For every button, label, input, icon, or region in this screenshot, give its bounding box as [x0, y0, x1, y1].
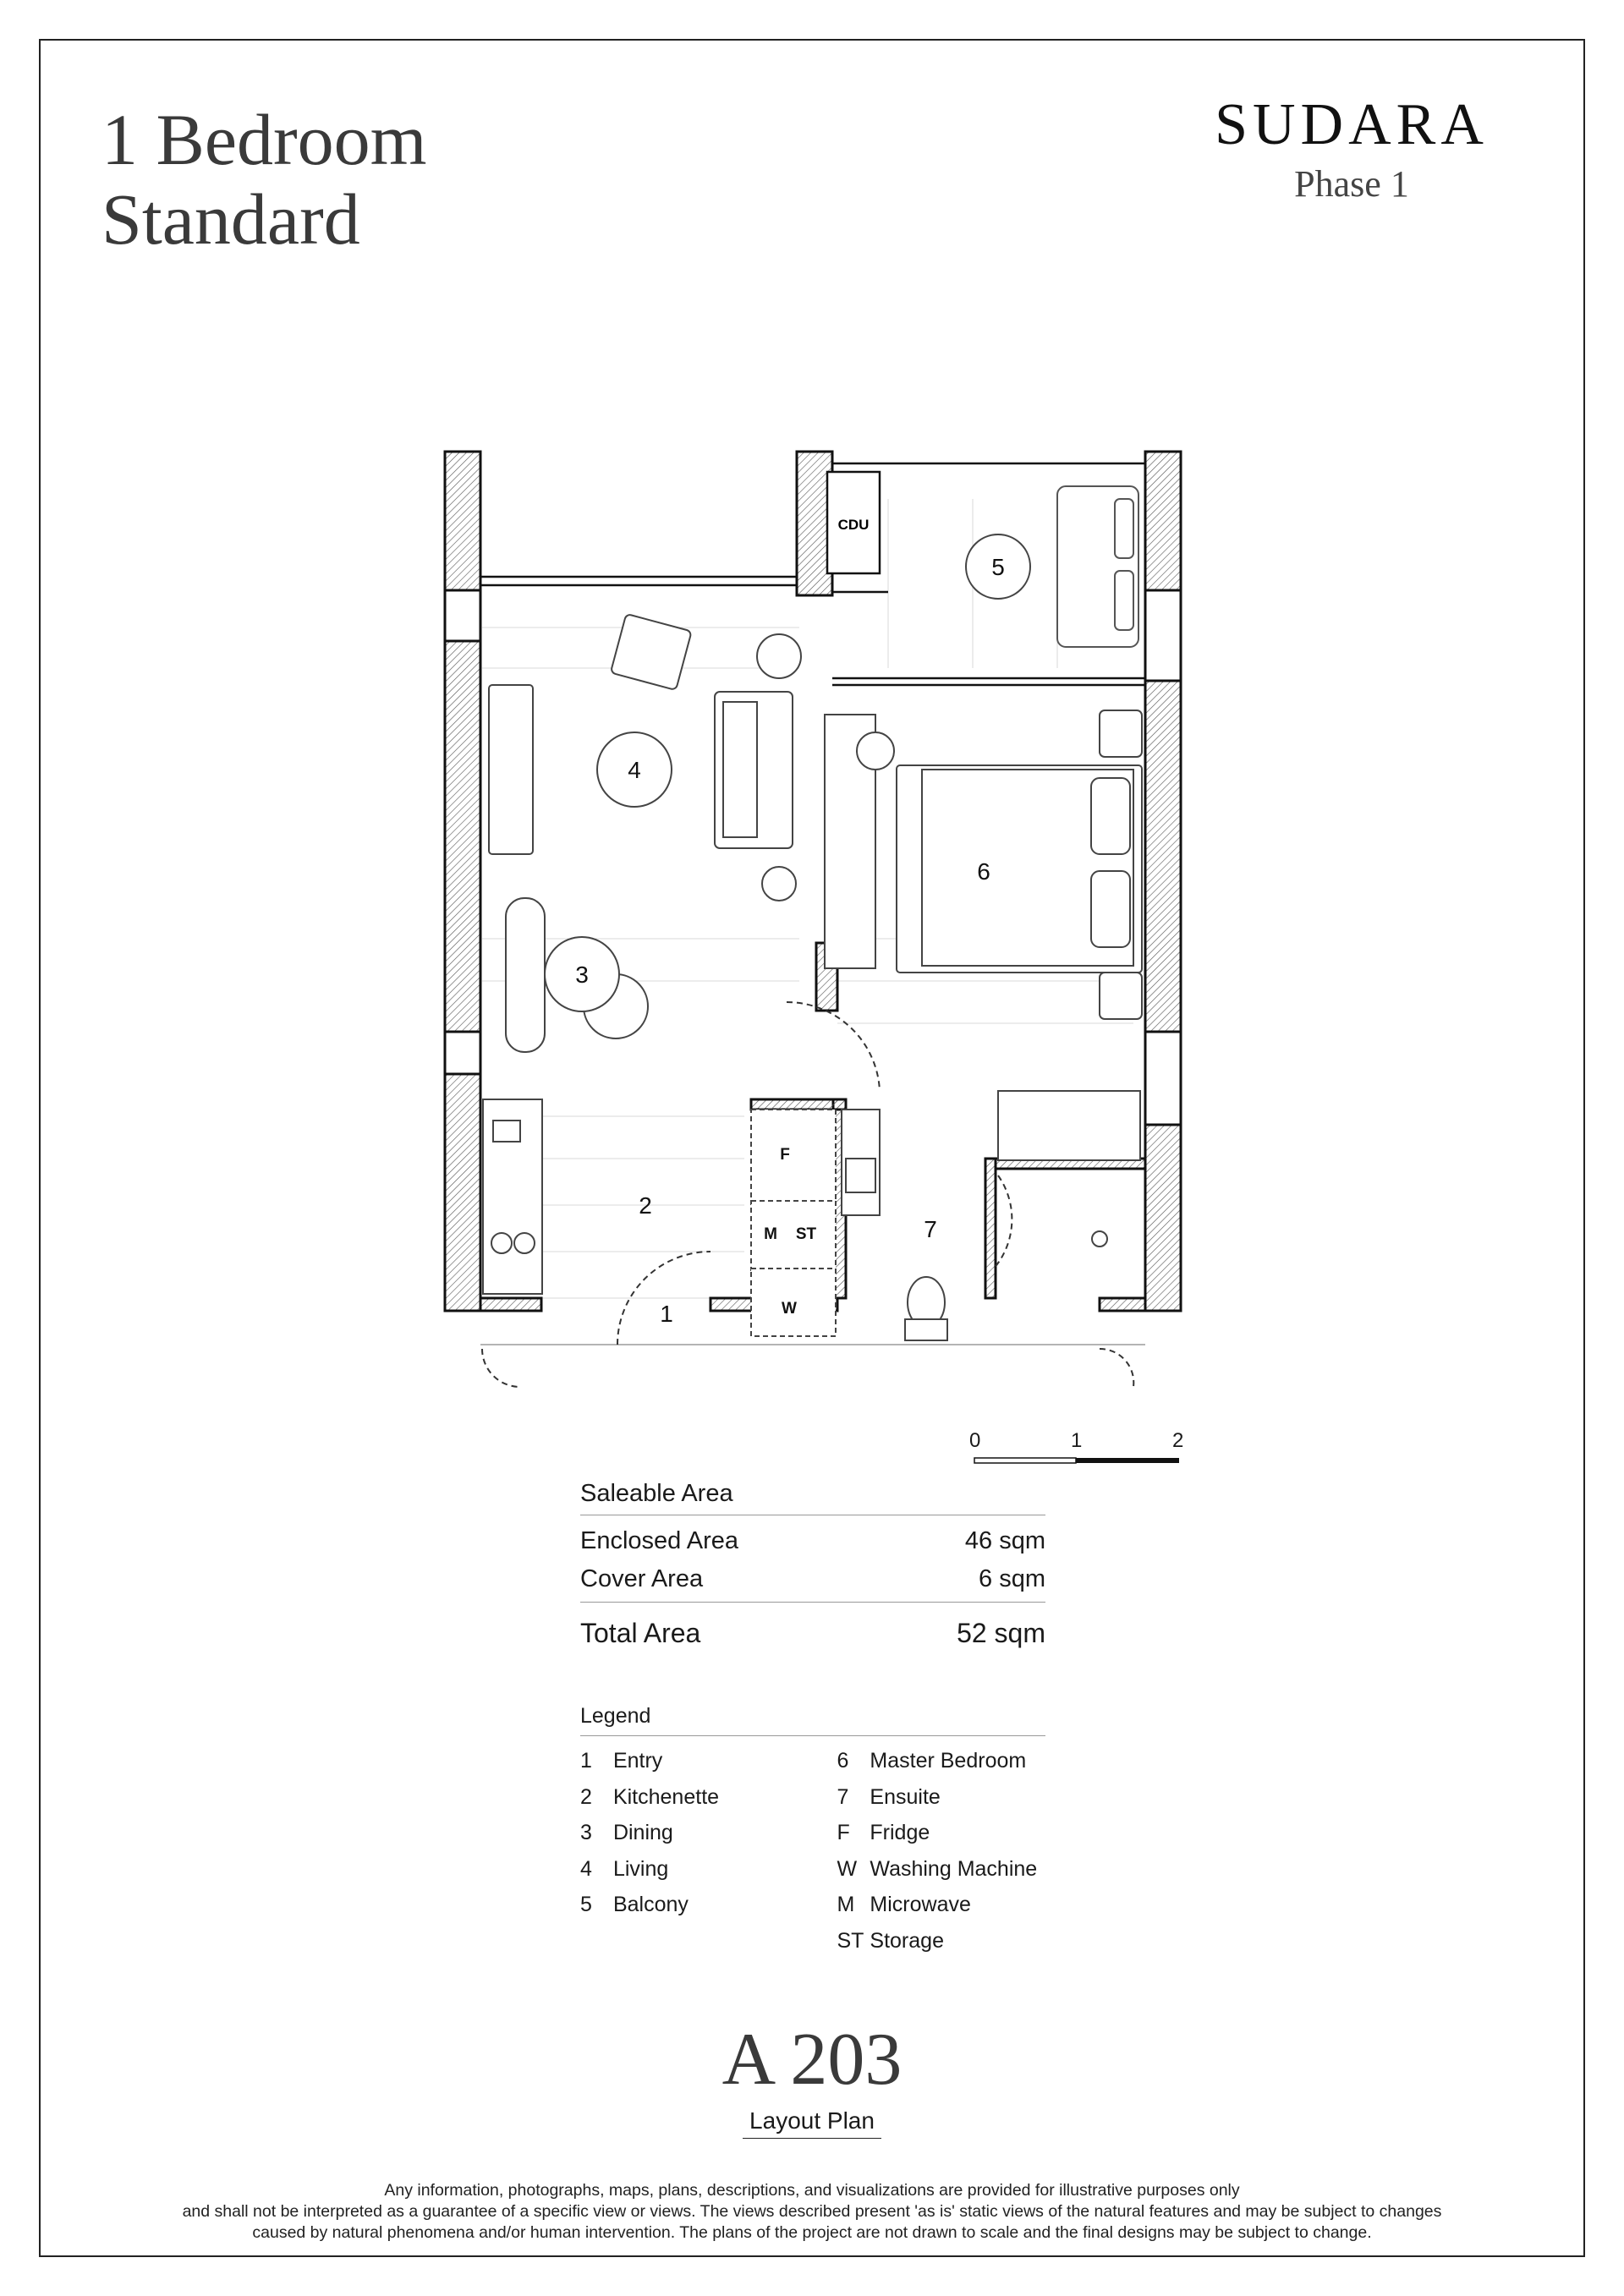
room-1-label: 1 — [660, 1301, 673, 1327]
room-4-label: 4 — [628, 757, 641, 783]
legend-code: F — [837, 1821, 850, 1845]
legend-label: Fridge — [870, 1821, 930, 1845]
legend-code: ST — [837, 1928, 864, 1953]
room-5-label: 5 — [991, 554, 1005, 580]
unit-number: A 203 — [721, 2019, 903, 2101]
legend-item — [837, 1887, 1045, 1923]
legend-column-2 — [837, 1743, 1045, 1959]
disclaimer-line: Any information, photographs, maps, plans, descriptions, and visualizations are provided for illustrative purposes only — [384, 2181, 1240, 2200]
cdu-label: CDU — [837, 517, 870, 533]
area-rows — [580, 1515, 1045, 1603]
legend-item — [580, 1815, 837, 1851]
daybed — [1057, 486, 1138, 647]
legend-item — [837, 1779, 1045, 1816]
cdu-unit — [827, 472, 880, 573]
legend-code: W — [837, 1856, 858, 1881]
area-row — [580, 1522, 1045, 1560]
disclaimer-line: caused by natural phenomena and/or human intervention. The plans of the project are not drawn to scale and the final designs may be subject to change. — [252, 2223, 1372, 2242]
fridge-label: F — [780, 1146, 790, 1164]
legend-label: Ensuite — [870, 1784, 941, 1809]
room-6-label: 6 — [977, 858, 990, 885]
area-row — [580, 1560, 1045, 1598]
legend-code: M — [837, 1893, 855, 1917]
legend-label: Washing Machine — [870, 1856, 1038, 1881]
total-area-label: Total Area — [580, 1618, 701, 1648]
legend-code: 2 — [580, 1784, 592, 1809]
disclaimer-line: and shall not be interpreted as a guarantee of a specific view or views. The views described present 'as is' static views of the natural features and may be subject to changes — [182, 2202, 1442, 2221]
room-2-label: 2 — [639, 1192, 652, 1219]
area-value: 6 sqm — [979, 1565, 1045, 1592]
storage-label: ST — [795, 1225, 817, 1243]
unit-subtitle: Layout Plan — [743, 2107, 881, 2139]
washer-label: W — [782, 1300, 797, 1318]
legend-item — [837, 1815, 1045, 1851]
area-value: 46 sqm — [964, 1527, 1045, 1554]
legend-label: Microwave — [870, 1893, 971, 1917]
legend-code: 3 — [580, 1821, 592, 1845]
phase-label: Phase 1 — [1294, 163, 1409, 205]
scale-label-1: 1 — [1071, 1429, 1083, 1452]
area-label: Cover Area — [580, 1565, 704, 1592]
legend-item — [837, 1923, 1045, 1959]
legend-item — [580, 1743, 837, 1779]
legend-code: 4 — [580, 1856, 592, 1881]
legend-label: Storage — [870, 1928, 944, 1953]
legend-code: 5 — [580, 1893, 592, 1917]
legend-label: Balcony — [612, 1893, 689, 1917]
legend-item — [837, 1851, 1045, 1888]
area-heading: Saleable Area — [580, 1480, 1045, 1515]
kitchen-counter — [483, 1099, 542, 1294]
scale-label-2: 2 — [1172, 1429, 1184, 1452]
legend-code: 1 — [580, 1749, 592, 1773]
disclaimer — [102, 2180, 1522, 2244]
brand-logo: SUDARA — [1215, 92, 1489, 157]
legend-code: 6 — [837, 1749, 849, 1773]
legend-item — [837, 1743, 1045, 1779]
total-area-value: 52 sqm — [957, 1618, 1045, 1648]
area-table — [580, 1480, 1045, 1652]
legend-column-1 — [580, 1743, 837, 1959]
area-label: Enclosed Area — [580, 1527, 739, 1554]
legend-label: Kitchenette — [612, 1784, 720, 1809]
title-line-2: Standard — [102, 178, 360, 260]
legend-heading: Legend — [580, 1704, 1045, 1736]
legend-label: Dining — [612, 1821, 673, 1845]
room-7-label: 7 — [924, 1216, 937, 1242]
legend-label: Master Bedroom — [870, 1749, 1027, 1773]
legend-item — [580, 1779, 837, 1816]
legend-item — [580, 1887, 837, 1923]
scale-bar — [969, 1429, 1189, 1480]
legend — [580, 1704, 1045, 1959]
microwave-label: M — [764, 1225, 777, 1243]
legend-item — [580, 1851, 837, 1888]
title-line-1: 1 Bedroom — [102, 99, 427, 180]
unit-subtitle-wrap — [0, 2107, 1624, 2139]
legend-label: Entry — [612, 1749, 663, 1773]
room-3-label: 3 — [575, 962, 589, 988]
legend-code: 7 — [837, 1784, 849, 1809]
scale-label-0: 0 — [969, 1429, 981, 1452]
total-area-row — [580, 1614, 1045, 1652]
legend-label: Living — [612, 1856, 669, 1881]
